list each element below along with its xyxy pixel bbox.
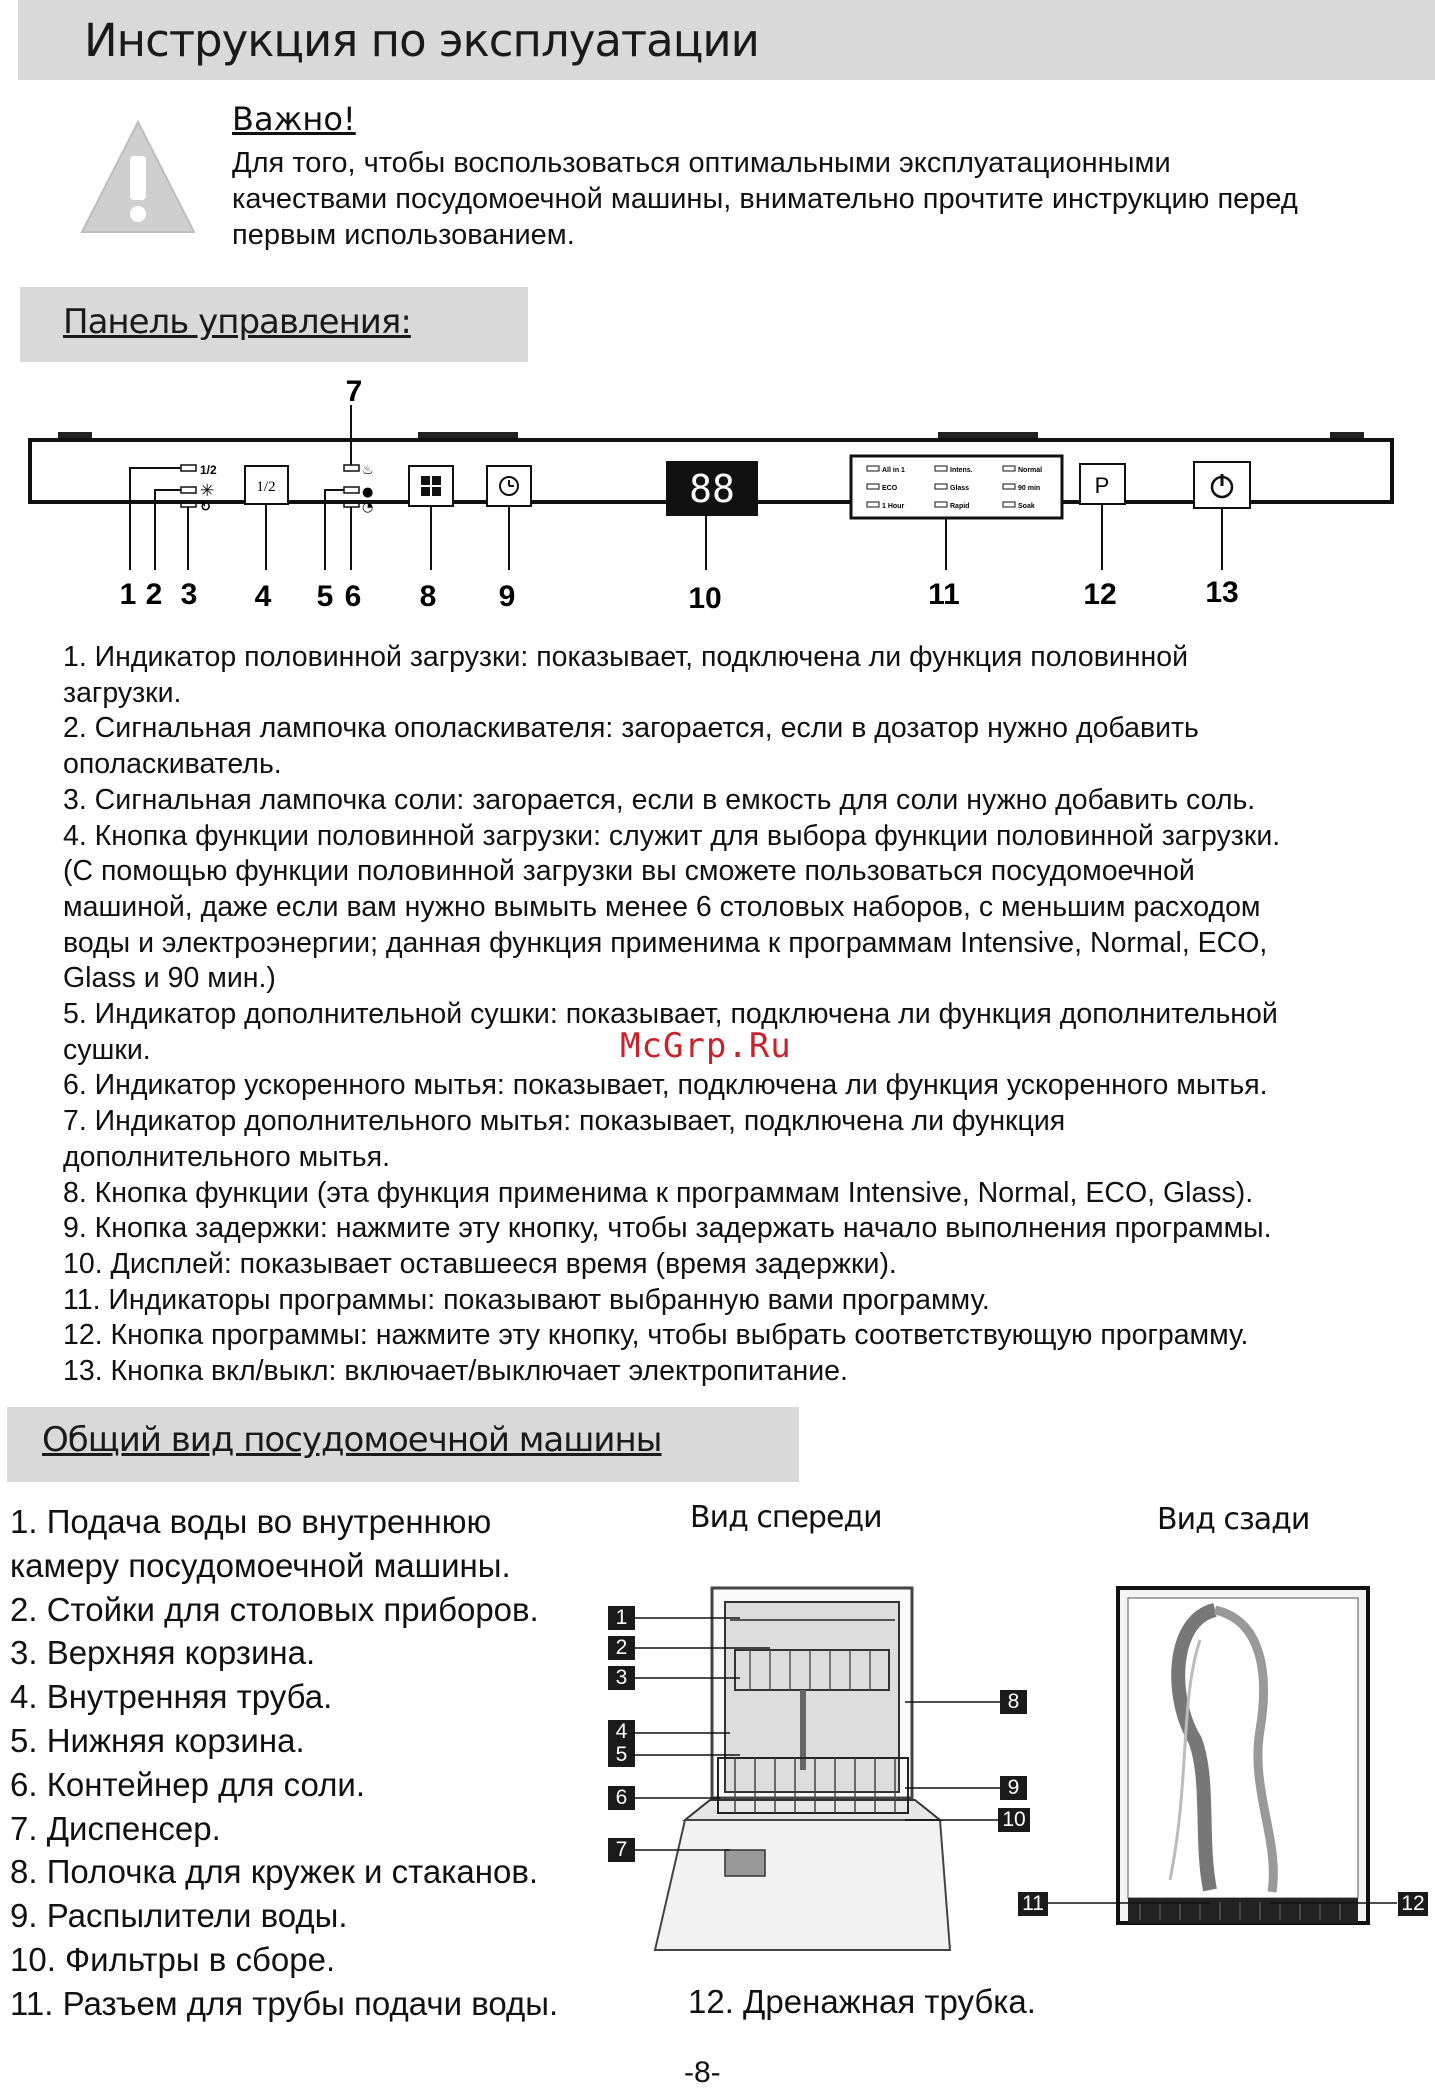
program-button-label: P xyxy=(1094,473,1110,498)
parts-list xyxy=(10,1500,558,2026)
description-line: 8. Кнопка функции (эта функция применима к программам Intensive, Normal, ECO, Glass). xyxy=(63,1176,1254,1209)
important-line: Для того, чтобы воспользоваться оптимальными эксплуатационными xyxy=(232,147,1171,179)
front-marker-6: 6 xyxy=(608,1786,635,1810)
control-panel-title: Панель управления: xyxy=(63,302,411,342)
callout-13: 13 xyxy=(1205,576,1239,609)
program-label: Soak xyxy=(1018,503,1035,510)
description-line: машиной, даже если вам нужно вымыть менее 6 столовых наборов, с меньшим расходом xyxy=(63,890,1261,923)
program-label: Glass xyxy=(950,485,970,492)
description-line: 10. Дисплей: показывает оставшееся время (время задержки). xyxy=(63,1247,897,1280)
watermark: McGrp.Ru xyxy=(620,1026,792,1066)
front-view-label: Вид спереди xyxy=(690,1500,882,1535)
part-line: 11. Разъем для трубы подачи воды. xyxy=(10,1984,559,2022)
description-line: 3. Сигнальная лампочка соли: загорается, если в емкость для соли нужно добавить соль. xyxy=(63,783,1256,816)
front-marker-5: 5 xyxy=(608,1743,635,1767)
callout-12: 12 xyxy=(1083,578,1117,611)
description-line: 5. Индикатор дополнительной сушки: показывает, подключена ли функция дополнительной xyxy=(63,998,1278,1031)
back-view-label: Вид сзади xyxy=(1157,1502,1310,1537)
callout-10: 10 xyxy=(688,582,722,615)
callout-1: 1 xyxy=(119,578,137,611)
description-line: Glass и 90 мин.) xyxy=(63,962,276,995)
part-line: 10. Фильтры в сборе. xyxy=(10,1940,336,1978)
important-line: качествами посудомоечной машины, внимательно прочтите инструкцию перед xyxy=(232,183,1298,215)
description-line: 9. Кнопка задержки: нажмите эту кнопку, чтобы задержать начало выполнения программы. xyxy=(63,1212,1272,1245)
description-line: дополнительного мытья. xyxy=(63,1140,390,1173)
back-marker-12: 12 xyxy=(1398,1892,1428,1916)
front-marker-2: 2 xyxy=(608,1636,635,1660)
description-line: загрузки. xyxy=(63,676,182,709)
description-line: воды и электроэнергии; данная функция применима к программам Intensive, Normal, ECO, xyxy=(63,926,1268,959)
front-view-illustration xyxy=(600,1580,1020,1960)
important-heading: Важно! xyxy=(232,100,356,138)
description-line: (С помощью функции половинной загрузки вы сможете пользоваться посудомоечной xyxy=(63,855,1195,888)
descriptions-list xyxy=(63,640,1433,1390)
callout-8: 8 xyxy=(419,580,437,613)
display-digits: 88 xyxy=(689,467,735,511)
front-marker-8: 8 xyxy=(1000,1690,1027,1714)
front-marker-7: 7 xyxy=(608,1838,635,1862)
callout-7: 7 xyxy=(345,375,363,408)
callout-4: 4 xyxy=(254,580,272,613)
front-marker-10: 10 xyxy=(998,1808,1030,1832)
warning-icon xyxy=(78,118,198,238)
part-line: 5. Нижняя корзина. xyxy=(10,1721,305,1759)
program-label: Intens. xyxy=(950,467,973,474)
part-line: 3. Верхняя корзина. xyxy=(10,1634,316,1672)
part-12: 12. Дренажная трубка. xyxy=(688,1983,1036,2020)
description-line: 7. Индикатор дополнительного мытья: показывает, подключена ли функция xyxy=(63,1105,1066,1138)
back-view-illustration xyxy=(1010,1580,1435,1930)
part-line: 1. Подача воды во внутреннюю xyxy=(10,1503,492,1540)
front-marker-4: 4 xyxy=(608,1720,635,1744)
half-load-label: 1/2 xyxy=(200,463,217,477)
svg-text:●: ● xyxy=(362,485,374,500)
description-line: 11. Индикаторы программы: показывают выбранную вами программу. xyxy=(63,1283,990,1316)
page-title: Инструкция по эксплуатации xyxy=(84,14,759,67)
callout-9: 9 xyxy=(498,580,516,613)
page-number: -8- xyxy=(684,2056,721,2089)
callout-11: 11 xyxy=(928,578,960,611)
svg-text:✳: ✳ xyxy=(200,481,215,501)
control-panel-diagram xyxy=(0,370,1435,620)
program-label: 90 min xyxy=(1018,485,1041,492)
part-line: 7. Диспенсер. xyxy=(10,1809,221,1847)
important-text xyxy=(232,145,1298,253)
program-label: ECO xyxy=(882,485,898,492)
callout-2: 2 xyxy=(145,578,163,611)
part-line: камеру посудомоечной машины. xyxy=(10,1546,511,1584)
svg-text:♨: ♨ xyxy=(362,463,374,478)
callout-3: 3 xyxy=(180,578,198,611)
description-line: 12. Кнопка программы: нажмите эту кнопку, чтобы выбрать соответствующую программу. xyxy=(63,1319,1249,1352)
front-marker-9: 9 xyxy=(1000,1776,1027,1800)
overview-title: Общий вид посудомоечной машины xyxy=(42,1420,662,1460)
important-line: первым использованием. xyxy=(232,219,575,251)
part-line: 2. Стойки для столовых приборов. xyxy=(10,1590,539,1628)
description-line: 4. Кнопка функции половинной загрузки: служит для выбора функции половинной загрузки. xyxy=(63,819,1281,852)
half-load-button-label: 1/2 xyxy=(256,479,276,495)
program-label: Normal xyxy=(1018,467,1043,474)
description-line: 6. Индикатор ускоренного мытья: показывает, подключена ли функция ускоренного мытья. xyxy=(63,1069,1268,1102)
program-label: Rapid xyxy=(950,503,970,510)
program-label: 1 Hour xyxy=(882,503,905,510)
description-line: ополаскиватель. xyxy=(63,748,282,781)
description-line: сушки. xyxy=(63,1033,151,1066)
part-line: 8. Полочка для кружек и стаканов. xyxy=(10,1853,539,1891)
front-marker-1: 1 xyxy=(608,1606,635,1630)
callout-5: 5 xyxy=(316,580,334,613)
svg-text:↻: ↻ xyxy=(200,500,211,515)
description-line: 1. Индикатор половинной загрузки: показывает, подключена ли функция половинной xyxy=(63,641,1189,673)
part-line: 4. Внутренняя труба. xyxy=(10,1678,333,1716)
part-line: 9. Распылители воды. xyxy=(10,1897,348,1935)
program-label: All in 1 xyxy=(882,467,905,474)
back-marker-11: 11 xyxy=(1018,1892,1048,1916)
description-line: 2. Сигнальная лампочка ополаскивателя: загорается, если в дозатор нужно добавить xyxy=(63,712,1199,745)
front-marker-3: 3 xyxy=(608,1666,635,1690)
description-line: 13. Кнопка вкл/выкл: включает/выключает электропитание. xyxy=(63,1355,848,1388)
callout-6: 6 xyxy=(344,580,362,613)
part-line: 6. Контейнер для соли. xyxy=(10,1765,366,1803)
svg-text:◔: ◔ xyxy=(362,500,374,515)
